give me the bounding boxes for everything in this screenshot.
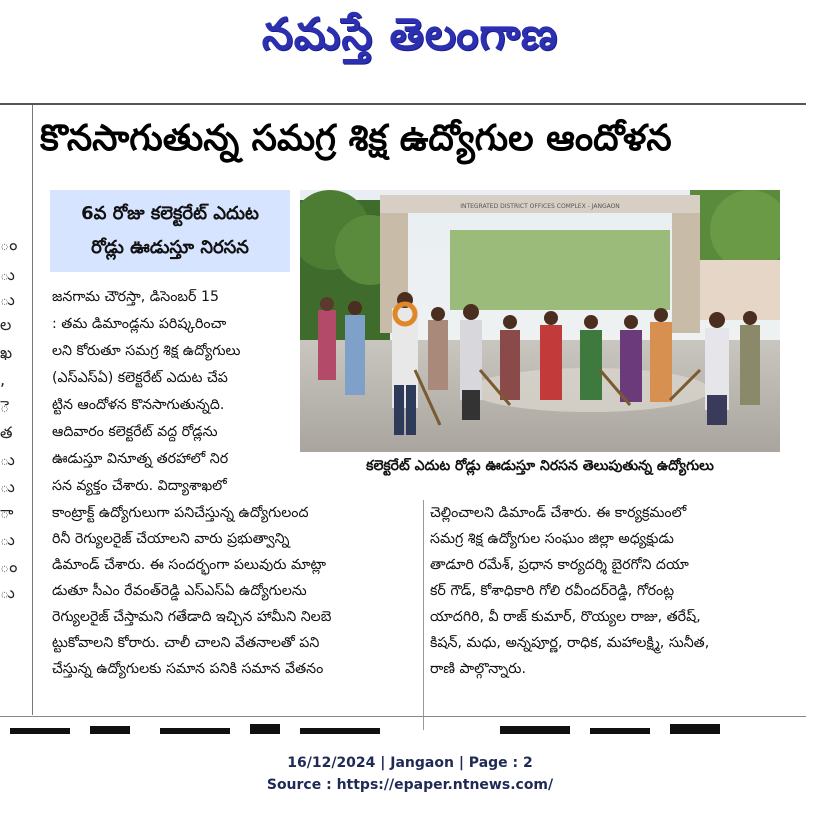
clipped-glyph: ె <box>0 397 10 416</box>
gate-sign: INTEGRATED DISTRICT OFFICES COMPLEX - JANGAON <box>460 203 620 210</box>
article-body-right-column <box>430 500 790 682</box>
clipped-glyph: ఖ <box>0 343 13 362</box>
column-divider <box>423 500 424 730</box>
clipped-glyph: ం <box>0 557 18 576</box>
photo-caption: కలెక్టరేట్ ఎదుట రోడ్లు ఊడుస్తూ నిరసన తెలుపుతున్న ఉద్యోగులు <box>366 458 714 474</box>
clipped-headline-strokes <box>0 722 806 738</box>
body-line: ఆదివారం కలెక్టరేట్ వద్ద రోడ్లను <box>52 424 218 440</box>
body-line: చేస్తున్న ఉద్యోగులకు సమాన పనికి సమాన వేతనం <box>52 661 324 677</box>
clipped-glyph: ు <box>0 450 15 469</box>
body-line: సన వ్యక్తం చేశారు. విద్యాశాఖలో <box>52 478 227 494</box>
clipped-glyph: ు <box>0 290 15 309</box>
body-line: లని కోరుతూ సమగ్ర శిక్ష ఉద్యోగులు <box>52 343 241 359</box>
article-subhead <box>50 190 290 272</box>
body-line: (ఎస్ఎస్ఏ) కలెక్టరేట్ ఎదుట చేప <box>52 370 228 386</box>
body-line: ఊడుస్తూ వినూత్న తరహాలో నిర <box>52 451 229 467</box>
body-line: ట్టిన ఆందోళన కొనసాగుతున్నది. <box>52 397 225 413</box>
body-line: యాదగిరి, వీ రాజ్ కుమార్, రొయ్యల రాజు, తరేష్, <box>430 609 701 625</box>
body-line: తాడూరి రమేశ్, ప్రధాన కార్యదర్శి బైరగోని దయా <box>430 557 689 573</box>
article-body-intro <box>52 284 290 500</box>
clipped-glyph: ం <box>0 235 18 254</box>
clipped-next-story-headline <box>0 718 806 738</box>
body-line: రెగ్యులరైజ్ చేస్తామని గతేడాది ఇచ్చిన హామీని నిలబె <box>52 609 332 625</box>
body-line: రాణి పాల్గొన్నారు. <box>430 661 526 677</box>
body-line: కిషన్, మధు, అన్నపూర్ణ, రాధిక, మహాలక్ష్మి, సునీత, <box>430 635 710 651</box>
body-line: డుతూ సీఎం రేవంత్‌రెడ్డి ఎస్ఎస్ఏ ఉద్యోగులను <box>52 583 307 599</box>
clipped-glyph: ా <box>0 503 14 522</box>
top-divider <box>0 103 806 105</box>
body-line: ట్టుకోవాలని కోరారు. చాలీ చాలని వేతనాలతో పని <box>52 635 320 651</box>
body-line: కాంట్రాక్ట్ ఉద్యోగులుగా పనిచేస్తున్న ఉద్యోగులంద <box>52 505 309 521</box>
body-line: జనగామ చౌరస్తా, డిసెంబర్ 15 <box>52 289 220 305</box>
clipped-glyph: ు <box>0 583 15 602</box>
bottom-divider <box>0 716 806 717</box>
clipped-glyph: ు <box>0 477 15 496</box>
body-line: చెల్లించాలని డిమాండ్ చేశారు. ఈ కార్యక్రమంలో <box>430 505 687 521</box>
clipped-glyph: ు <box>0 530 15 549</box>
article-photo <box>300 190 780 452</box>
subhead-line: రోడ్లు ఊడుస్తూ నిరసన <box>91 237 249 258</box>
body-line: కర్ గౌడ్, కోశాధికారి గోలి రవీందర్‌రెడ్డి, గోరంట్ల <box>430 583 675 599</box>
body-line: డిమాండ్ చేశారు. ఈ సందర్భంగా పలువురు మాట్లా <box>52 557 327 573</box>
edition-info: 16/12/2024 | Jangaon | Page : 2 <box>287 755 533 771</box>
body-line: రినీ రెగ్యులరైజ్ చేయాలని వారు ప్రభుత్వాన్ని <box>52 531 290 547</box>
masthead-title: నమస్తే తెలంగాణ <box>261 9 559 60</box>
source-url: Source : https://epaper.ntnews.com/ <box>266 777 554 793</box>
clipped-glyph: ు <box>0 265 15 284</box>
left-column-edge <box>0 105 33 715</box>
clipped-glyph: ల <box>0 315 12 334</box>
subhead-line: 6వ రోజు కలెక్టరేట్ ఎదుట <box>81 203 259 224</box>
body-line: : తమ డిమాండ్లను పరిష్కరించా <box>52 316 227 332</box>
body-line: సమగ్ర శిక్ష ఉద్యోగుల సంఘం జిల్లా అధ్యక్షుడు <box>430 531 674 547</box>
page-footer <box>0 752 820 796</box>
clipped-glyph: త <box>0 423 13 442</box>
clipped-glyph: , <box>0 370 6 389</box>
protest-photo-illustration <box>300 190 780 452</box>
article-headline: కొనసాగుతున్న సమగ్ర శిక్ష ఉద్యోగుల ఆందోళన <box>40 118 672 159</box>
masthead <box>0 0 820 80</box>
article-body-left-column <box>52 500 418 682</box>
